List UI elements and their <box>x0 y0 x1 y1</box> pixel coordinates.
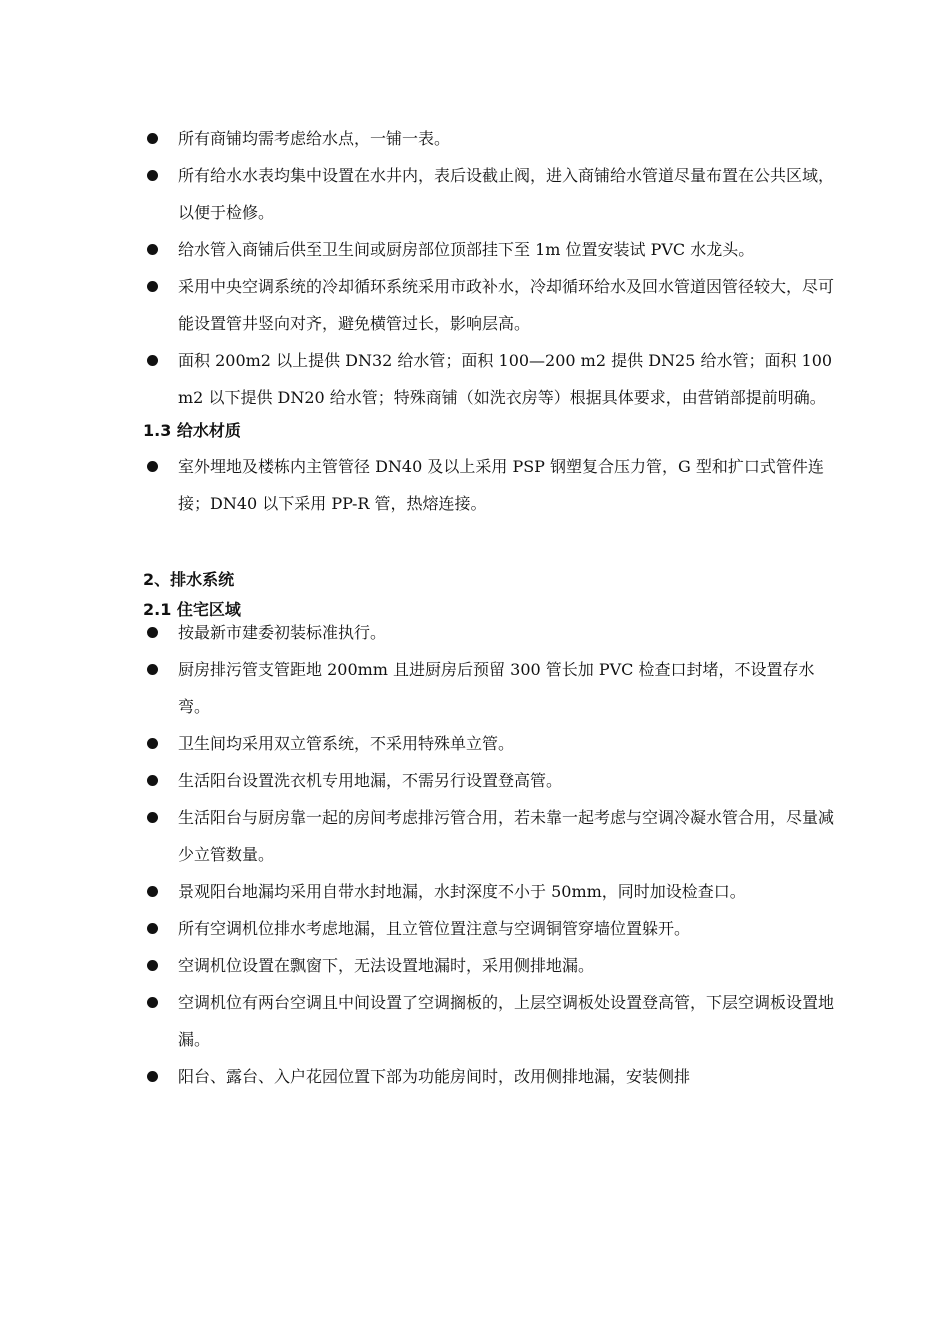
bullet-icon <box>147 886 158 897</box>
section-2-1-title: 2.1 住宅区域 <box>143 600 241 619</box>
list-item: 所有给水水表均集中设置在水井内，表后设截止阀，进入商铺给水管道尽量布置在公共区域，以便于检修。 <box>143 157 843 231</box>
bullet-icon <box>147 664 158 675</box>
document-body <box>143 120 843 1095</box>
bullet-icon <box>147 775 158 786</box>
list-item: 室外埋地及楼栋内主管管径 DN40 及以上采用 PSP 钢塑复合压力管，G 型和扩口式管件连接；DN40 以下采用 PP-R 管，热熔连接。 <box>143 448 843 522</box>
list-item: 面积 200m2 以上提供 DN32 给水管；面积 100—200 m2 提供 DN25 给水管；面积 100 m2 以下提供 DN20 给水管；特殊商铺（如洗衣房等）根据具体要求，由营销部提前明确。 <box>143 342 843 416</box>
list-item: 所有商铺均需考虑给水点，一铺一表。 <box>143 120 843 157</box>
bullet-icon <box>147 281 158 292</box>
list-item: 生活阳台设置洗衣机专用地漏，不需另行设置登高管。 <box>143 762 843 799</box>
bullet-icon <box>147 244 158 255</box>
bullet-icon <box>147 738 158 749</box>
bullet-icon <box>147 170 158 181</box>
list-item: 阳台、露台、入户花园位置下部为功能房间时，改用侧排地漏，安装侧排 <box>143 1058 843 1095</box>
list-item: 采用中央空调系统的冷却循环系统采用市政补水，冷却循环给水及回水管道因管径较大，尽可能设置管井竖向对齐，避免横管过长，影响层高。 <box>143 268 843 342</box>
bullet-icon <box>147 461 158 472</box>
bullet-icon <box>147 1071 158 1082</box>
section-1-3-list <box>143 448 843 522</box>
bullet-icon <box>147 133 158 144</box>
list-item: 给水管入商铺后供至卫生间或厨房部位顶部挂下至 1m 位置安装试 PVC 水龙头。 <box>143 231 843 268</box>
bullet-icon <box>147 627 158 638</box>
list-item: 所有空调机位排水考虑地漏，且立管位置注意与空调铜管穿墙位置躲开。 <box>143 910 843 947</box>
bullet-icon <box>147 923 158 934</box>
list-item: 厨房排污管支管距地 200mm 且进厨房后预留 300 管长加 PVC 检查口封堵，不设置存水弯。 <box>143 651 843 725</box>
bullet-icon <box>147 997 158 1008</box>
bullet-icon <box>147 960 158 971</box>
list-item: 空调机位有两台空调且中间设置了空调搁板的，上层空调板处设置登高管，下层空调板设置地漏。 <box>143 984 843 1058</box>
section-1-2-list <box>143 120 843 416</box>
list-item: 生活阳台与厨房靠一起的房间考虑排污管合用，若未靠一起考虑与空调冷凝水管合用，尽量减少立管数量。 <box>143 799 843 873</box>
list-item: 按最新市建委初装标准执行。 <box>143 614 843 651</box>
section-2-1-list <box>143 614 843 1095</box>
section-2-title: 2、排水系统 <box>143 570 235 589</box>
list-item: 空调机位设置在飘窗下，无法设置地漏时，采用侧排地漏。 <box>143 947 843 984</box>
bullet-icon <box>147 355 158 366</box>
list-item: 卫生间均采用双立管系统，不采用特殊单立管。 <box>143 725 843 762</box>
list-item: 景观阳台地漏均采用自带水封地漏，水封深度不小于 50mm，同时加设检查口。 <box>143 873 843 910</box>
section-1-3-title: 1.3 给水材质 <box>143 421 241 440</box>
bullet-icon <box>147 812 158 823</box>
